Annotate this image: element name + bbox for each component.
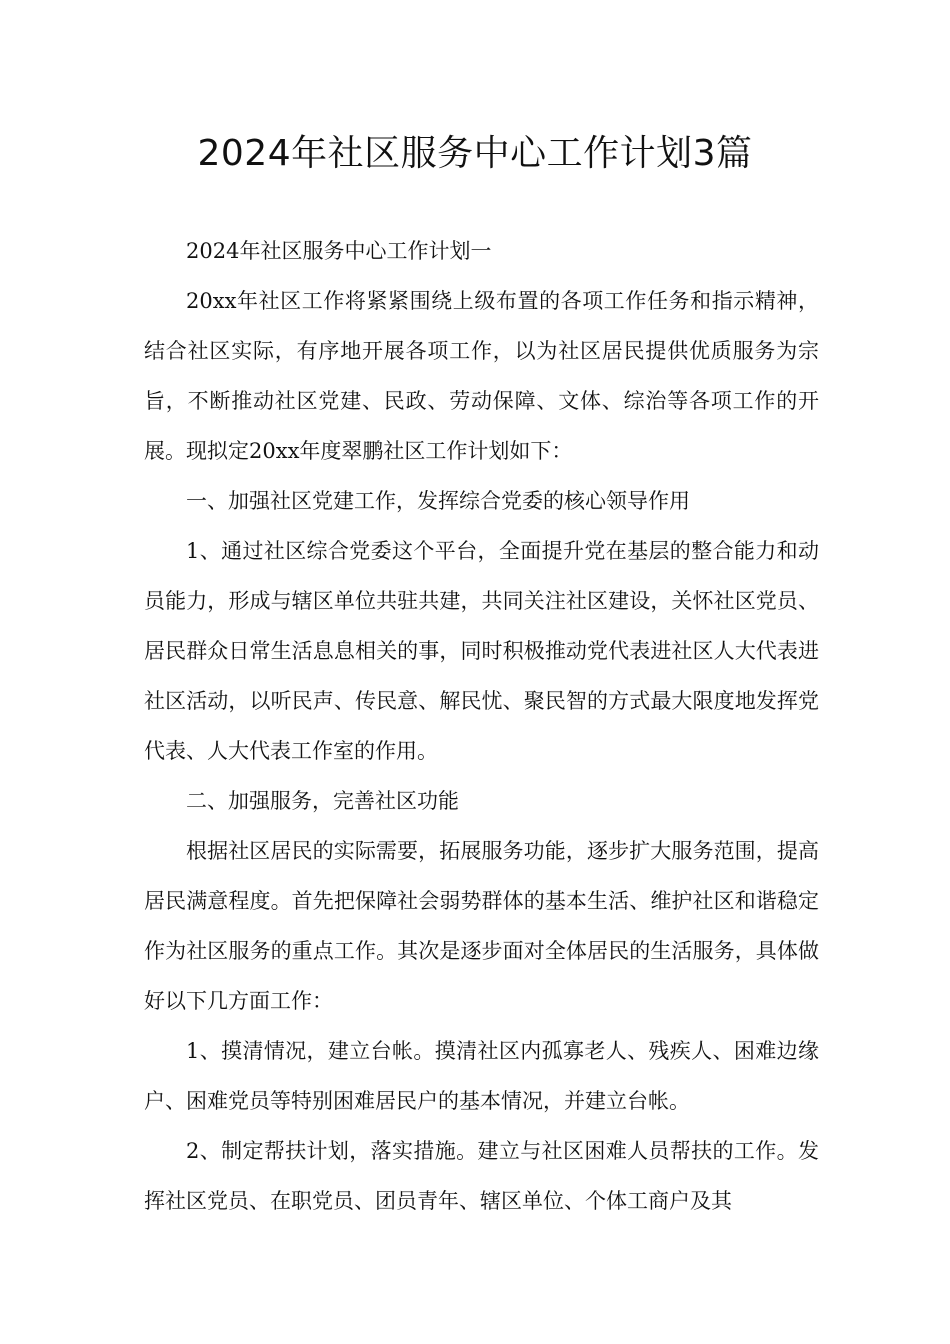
- paragraph-services-intro: 根据社区居民的实际需要，拓展服务功能，逐步扩大服务范围，提高居民满意程度。首先把保障社会弱势群体的基本生活、维护社区和谐稳定作为社区服务的重点工作。其次是逐步面对全体居民的生活服务，具体做好以下几方面工作：: [144, 839, 819, 1013]
- section-heading-plan-one: 2024年社区服务中心工作计划一: [186, 239, 492, 263]
- paragraph-services-2: 2、制定帮扶计划，落实措施。建立与社区困难人员帮扶的工作。发挥社区党员、在职党员、团员青年、辖区单位、个体工商户及其: [144, 1139, 819, 1213]
- section-heading-services: 二、加强服务，完善社区功能: [186, 789, 459, 813]
- paragraph-party-building-1: 1、通过社区综合党委这个平台，全面提升党在基层的整合能力和动员能力，形成与辖区单位共驻共建，共同关注社区建设，关怀社区党员、居民群众日常生活息息相关的事，同时积极推动党代表进社区人大代表进社区活动，以听民声、传民意、解民忧、聚民智的方式最大限度地发挥党代表、人大代表工作室的作用。: [144, 539, 819, 763]
- document-body: [144, 226, 819, 1226]
- document-title: 2024年社区服务中心工作计划3篇: [197, 133, 753, 174]
- paragraph-services-1: 1、摸清情况，建立台帐。摸清社区内孤寡老人、残疾人、困难边缘户、困难党员等特别困难居民户的基本情况，并建立台帐。: [144, 1039, 819, 1113]
- paragraph-intro: 20xx年社区工作将紧紧围绕上级布置的各项工作任务和指示精神，结合社区实际，有序地开展各项工作，以为社区居民提供优质服务为宗旨，不断推动社区党建、民政、劳动保障、文体、综治等各项工作的开展。现拟定20xx年度翠鹏社区工作计划如下：: [144, 289, 819, 463]
- section-heading-party-building: 一、加强社区党建工作，发挥综合党委的核心领导作用: [186, 489, 690, 513]
